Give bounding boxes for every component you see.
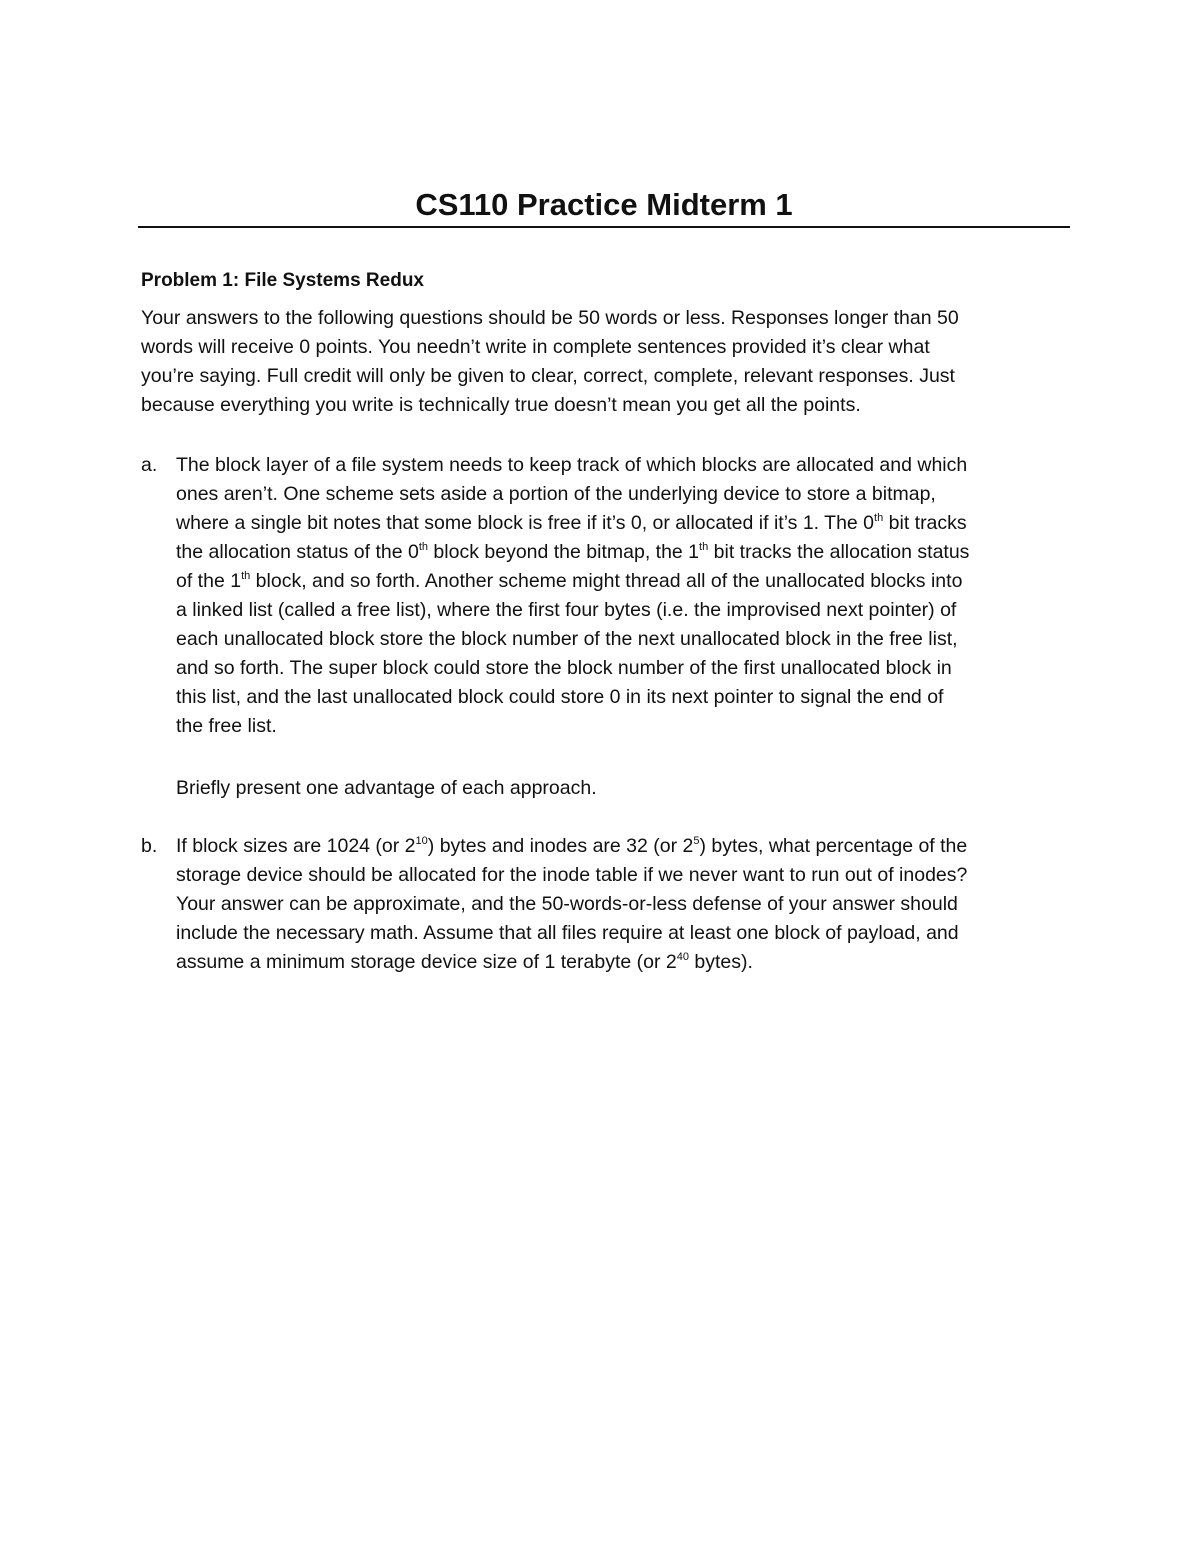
text-run: ) bytes and inodes are 32 (or 2: [427, 835, 694, 857]
part-b-line: Your answer can be approximate, and the 50-words-or-less defense of your answer should: [176, 893, 958, 915]
superscript: th: [418, 541, 429, 553]
part-a-line: this list, and the last unallocated block could store 0 in its next pointer to signal the end of: [176, 686, 944, 708]
text-run: bit tracks the allocation status: [708, 541, 970, 563]
superscript: th: [874, 512, 884, 524]
text-run: bytes).: [688, 951, 753, 973]
superscript: 10: [415, 835, 428, 847]
text-run: If block sizes are 1024 (or 2: [176, 835, 416, 857]
intro-line: because everything you write is technically true doesn’t mean you get all the points.: [141, 394, 861, 416]
part-b-line: include the necessary math. Assume that all files require at least one block of payload, and: [176, 922, 959, 944]
text-run: bit tracks: [883, 512, 967, 534]
part-a-line: [176, 510, 967, 536]
superscript: th: [241, 570, 251, 582]
text-run: of the 1: [176, 570, 242, 592]
intro-line: you’re saying. Full credit will only be given to clear, correct, complete, relevant responses. Just: [141, 365, 955, 387]
part-b-line: [176, 833, 967, 859]
text-run: the allocation status of the 0: [176, 541, 419, 563]
intro-line: words will receive 0 points. You needn’t write in complete sentences provided it’s clear what: [141, 336, 930, 358]
intro-line: Your answers to the following questions should be 50 words or less. Responses longer than 50: [141, 307, 959, 329]
part-a-line: each unallocated block store the block number of the next unallocated block in the free list,: [176, 628, 958, 650]
superscript: 5: [693, 835, 700, 847]
title-underline: [138, 226, 1070, 228]
part-b-line: storage device should be allocated for the inode table if we never want to run out of inodes?: [176, 864, 968, 886]
part-a-line: the free list.: [176, 715, 277, 737]
part-a-prompt: Briefly present one advantage of each approach.: [176, 777, 597, 799]
superscript: th: [699, 541, 709, 553]
part-a-marker: a.: [141, 454, 158, 476]
text-run: where a single bit notes that some block is free if it’s 0, or allocated if it’s 1. The 0: [176, 512, 875, 534]
part-a-line: and so forth. The super block could store the block number of the first unallocated block in: [176, 657, 952, 679]
problem-heading: Problem 1: File Systems Redux: [141, 270, 424, 291]
part-a-line: ones aren’t. One scheme sets aside a portion of the underlying device to store a bitmap,: [176, 483, 936, 505]
part-a-line: The block layer of a file system needs to keep track of which blocks are allocated and which: [176, 454, 968, 476]
part-b-line: [176, 949, 753, 975]
page-title: CS110 Practice Midterm 1: [415, 187, 793, 222]
text-run: block, and so forth. Another scheme might thread all of the unallocated blocks into: [250, 570, 963, 592]
superscript: 40: [676, 951, 689, 963]
part-a-line: [176, 568, 962, 594]
text-run: ) bytes, what percentage of the: [699, 835, 968, 857]
part-a-line: [176, 539, 969, 565]
part-a-line: a linked list (called a free list), where the first four bytes (i.e. the improvised next pointer) of: [176, 599, 957, 621]
part-b-marker: b.: [141, 835, 158, 857]
text-run: block beyond the bitmap, the 1: [428, 541, 700, 563]
text-run: assume a minimum storage device size of 1 terabyte (or 2: [176, 951, 677, 973]
